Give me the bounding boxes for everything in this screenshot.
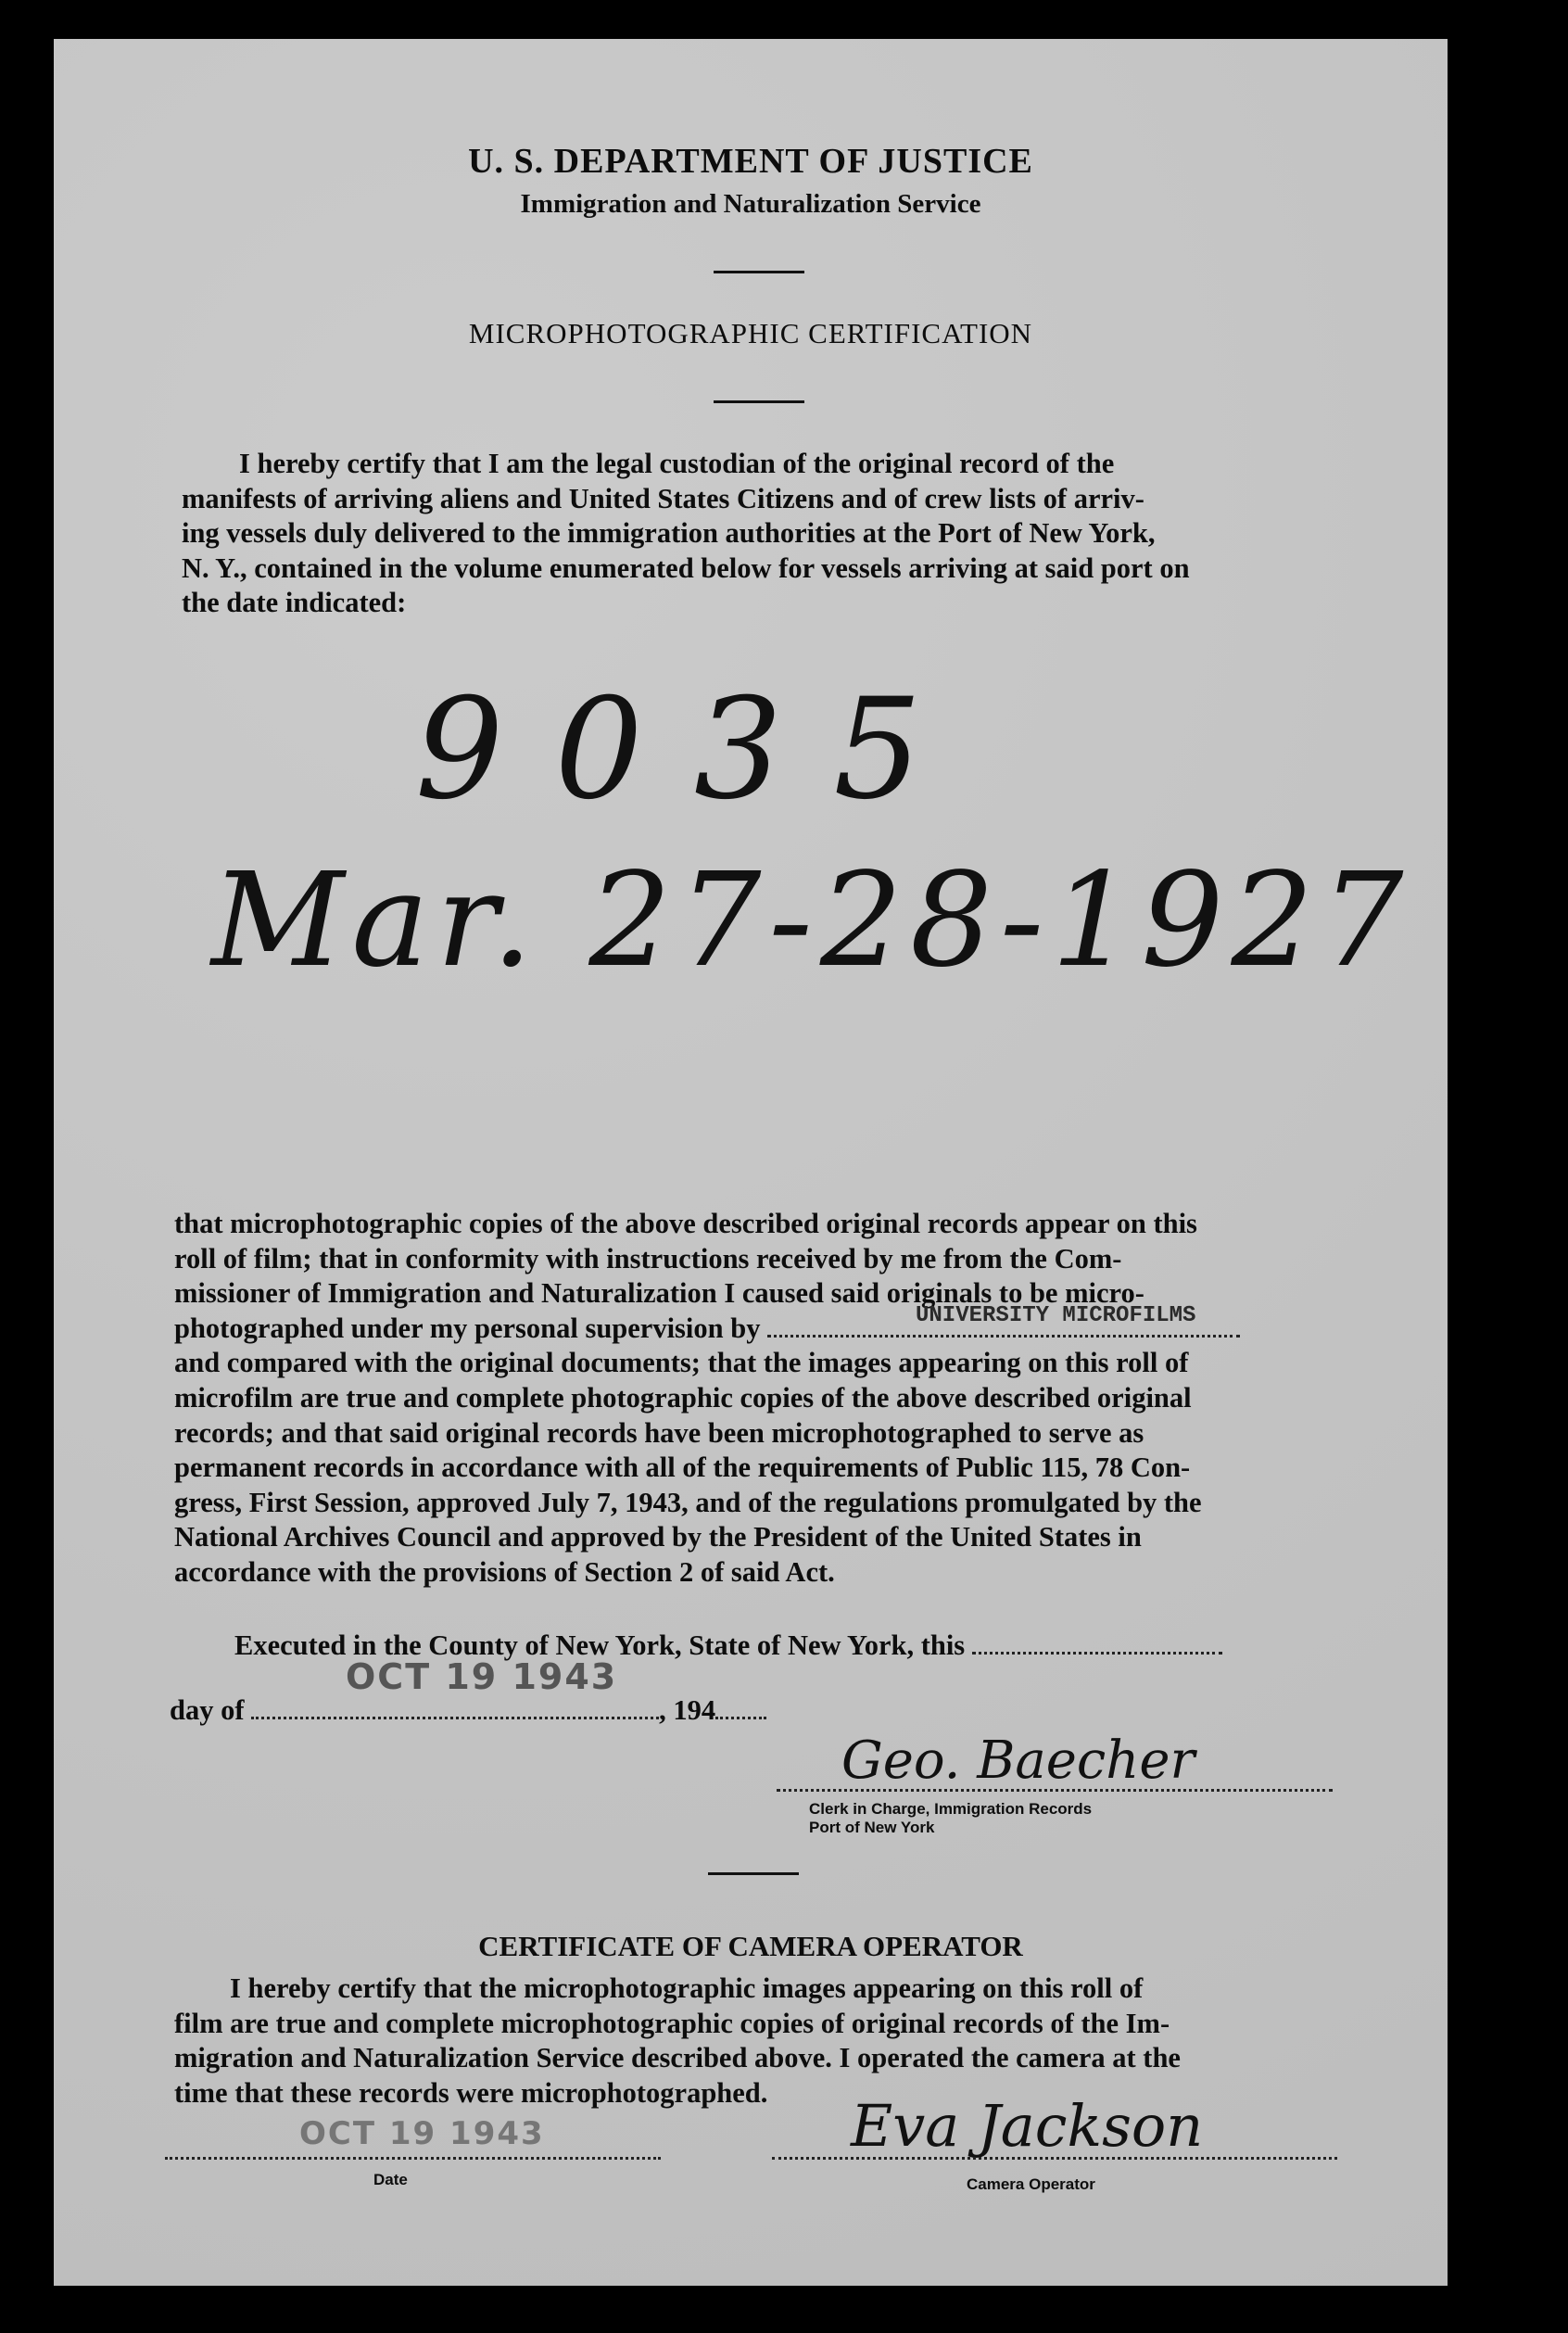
body-paragraph xyxy=(174,1207,1405,1591)
camera-line: migration and Naturalization Service described above. I operated the camera at the xyxy=(174,2042,1181,2074)
body-line: National Archives Council and approved by the President of the United States in xyxy=(174,1521,1142,1553)
intro-line: the date indicated: xyxy=(182,587,407,619)
body-line: roll of film; that in conformity with instructions received by me from the Com- xyxy=(174,1242,1122,1274)
clerk-signature-line xyxy=(777,1789,1333,1792)
clerk-title-line: Clerk in Charge, Immigration Records xyxy=(809,1800,1093,1818)
body-line: permanent records in accordance with all of the requirements of Public 115, 78 Con- xyxy=(174,1452,1191,1484)
intro-line: I hereby certify that I am the legal custodian of the original record of the xyxy=(239,448,1115,479)
operator-signature-line xyxy=(772,2157,1337,2160)
handwritten-volume-number: 9035 xyxy=(415,669,973,830)
clerk-title xyxy=(809,1800,1092,1837)
day-of-line xyxy=(170,1693,911,1729)
body-line: accordance with the provisions of Section 2 of said Act. xyxy=(174,1555,835,1588)
executed-day-field xyxy=(972,1631,1222,1655)
body-line: missioner of Immigration and Naturalization I caused said originals to be micro- xyxy=(174,1277,1144,1310)
camera-certificate-title: CERTIFICATE OF CAMERA OPERATOR xyxy=(478,1930,1023,1962)
day-of-label: day of xyxy=(170,1694,245,1726)
body-line: gress, First Session, approved July 7, 1943, and of the regulations promulgated by the xyxy=(174,1486,1202,1518)
clerk-title-line: Port of New York xyxy=(809,1819,935,1836)
camera-line: I hereby certify that the microphotographic images appearing on this roll of xyxy=(230,1972,1144,2004)
department-heading: U. S. DEPARTMENT OF JUSTICE xyxy=(468,142,1033,181)
camera-paragraph xyxy=(174,1972,1397,2111)
photographed-by-typed: UNIVERSITY MICROFILMS xyxy=(916,1302,1196,1328)
intro-line: N. Y., contained in the volume enumerated below for vessels arriving at said port on xyxy=(182,552,1190,584)
clerk-signature: Geo. Baecher xyxy=(841,1731,1195,1791)
day-of-stamp: OCT 19 1943 xyxy=(346,1656,618,1697)
divider-top xyxy=(714,271,804,273)
divider-camera xyxy=(708,1872,799,1875)
date-label: Date xyxy=(373,2171,408,2188)
operator-label: Camera Operator xyxy=(967,2175,1095,2193)
year-prefix: , 194 xyxy=(659,1694,716,1726)
certification-title: MICROPHOTOGRAPHIC CERTIFICATION xyxy=(468,317,1033,349)
day-of-field xyxy=(251,1696,659,1719)
certificate-page xyxy=(54,39,1448,2286)
camera-line: film are true and complete microphotographic copies of original records of the Im- xyxy=(174,2007,1170,2039)
photographed-by-line xyxy=(174,1302,1405,1347)
photographed-by-prefix: photographed under my personal supervision by xyxy=(174,1312,761,1344)
intro-paragraph xyxy=(182,447,1403,621)
date-stamp: OCT 19 1943 xyxy=(299,2115,545,2152)
intro-line: manifests of arriving aliens and United States Citizens and of crew lists of arriv- xyxy=(182,482,1144,514)
date-line xyxy=(165,2157,661,2160)
executed-text: Executed in the County of New York, State of New York, this xyxy=(234,1629,966,1661)
year-field xyxy=(715,1696,766,1719)
camera-line: time that these records were microphotographed. xyxy=(174,2076,768,2109)
divider-bottom xyxy=(714,400,804,403)
body-line: that microphotographic copies of the above described original records appear on this xyxy=(174,1208,1197,1239)
operator-signature: Eva Jackson xyxy=(851,2092,1204,2160)
body-line: records; and that said original records have been microphotographed to serve as xyxy=(174,1416,1144,1449)
handwritten-arrival-dates: Mar. 27-28-1927 xyxy=(211,845,1411,996)
body-line: and compared with the original documents; that the images appearing on this roll of xyxy=(174,1347,1189,1379)
service-subheading: Immigration and Naturalization Service xyxy=(520,189,981,219)
body-line: microfilm are true and complete photographic copies of the above described original xyxy=(174,1381,1192,1414)
intro-line: ing vessels duly delivered to the immigration authorities at the Port of New York, xyxy=(182,517,1156,550)
